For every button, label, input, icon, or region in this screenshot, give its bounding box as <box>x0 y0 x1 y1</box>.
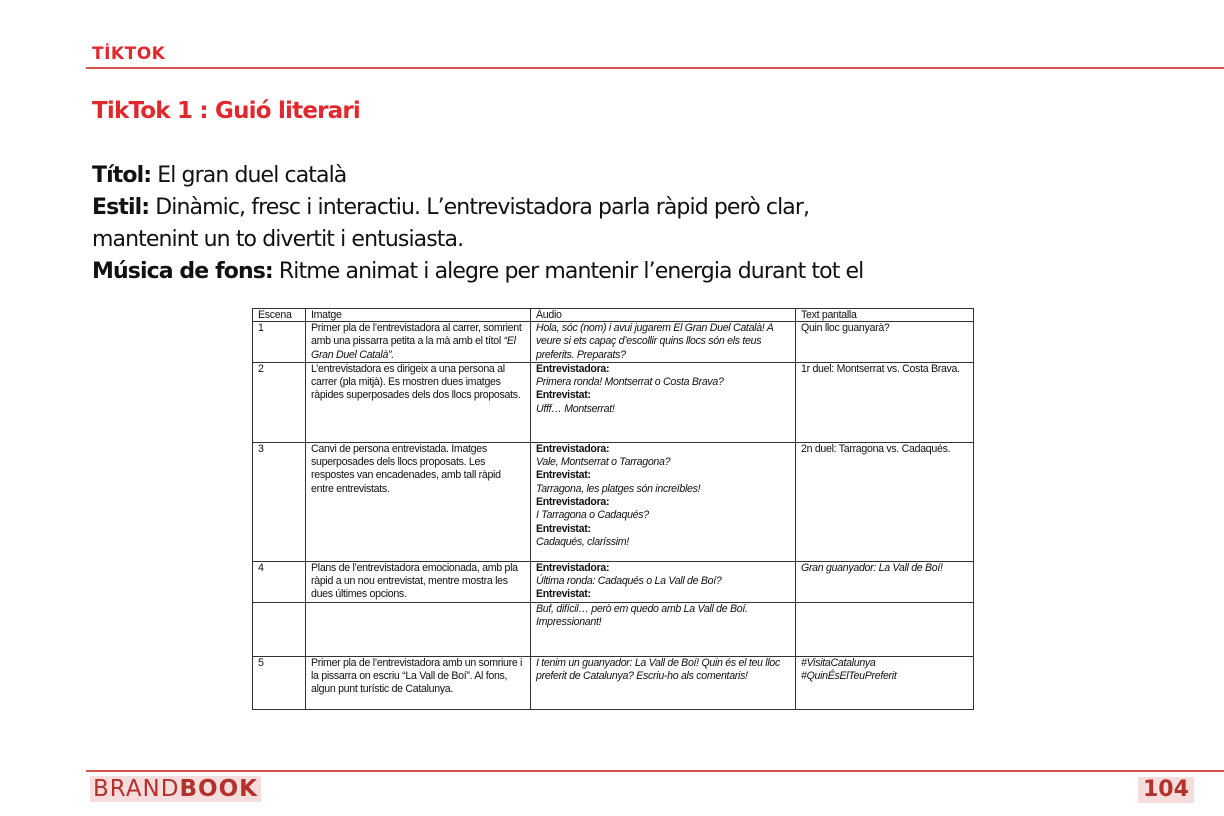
scene-number <box>253 602 306 656</box>
title-label: Títol: <box>92 163 152 188</box>
speaker-label: Entrevistat: <box>536 522 591 535</box>
screen-text-cell: 1r duel: Montserrat vs. Costa Brava. <box>796 362 974 442</box>
page-number: 104 <box>1138 777 1194 803</box>
audio-cell <box>531 561 796 602</box>
audio-cell <box>531 442 796 561</box>
title-value: El gran duel català <box>157 163 347 188</box>
column-header-image: Imatge <box>306 309 531 322</box>
speaker-label: Entrevistat: <box>536 588 591 601</box>
audio-cell <box>531 656 796 709</box>
audio-line: Primera ronda! Montserrat o Costa Brava? <box>536 376 724 389</box>
audio-cell <box>531 322 796 363</box>
style-line <box>92 192 1052 224</box>
audio-line: Buf, difícil… però em quedo amb La Vall de Boí. Impressionant! <box>536 602 748 629</box>
audio-line: Ufff… Montserrat! <box>536 402 615 415</box>
speaker-label: Entrevistat: <box>536 469 591 482</box>
footer-divider <box>86 770 1224 772</box>
table-row <box>253 656 974 709</box>
image-cell <box>306 322 531 363</box>
audio-cell <box>531 362 796 442</box>
scene-number: 4 <box>253 561 306 602</box>
image-cell: L’entrevistadora es dirigeix a una persona al carrer (pla mitjà). Es mostren dues imatges ràpides superposades dels dos llocs proposats. <box>306 362 531 442</box>
audio-line: Hola, sóc (nom) i avui jugarem El Gran Duel Català! A veure si ets capaç d’escollir quins llocs són els teus preferits. Preparats? <box>536 322 774 361</box>
screen-text-line: Gran guanyador: La Vall de Boí! <box>801 561 943 574</box>
hashtag: #QuinÉsElTeuPreferit <box>801 670 897 683</box>
header-divider <box>86 67 1224 69</box>
image-text-title: “El Gran Duel Català”. <box>311 335 516 361</box>
screen-text-cell: 2n duel: Tarragona vs. Cadaqués. <box>796 442 974 561</box>
script-metadata <box>92 160 1052 288</box>
column-header-screen-text: Text pantalla <box>796 309 974 322</box>
screen-text-cell: Quin lloc guanyarà? <box>796 322 974 363</box>
scene-number: 1 <box>253 322 306 363</box>
image-text: Primer pla de l’entrevistadora al carrer, somrient amb una pissarra petita a la mà amb el títol <box>311 322 522 348</box>
style-value: Dinàmic, fresc i interactiu. L’entrevistadora parla ràpid però clar, <box>155 195 810 220</box>
style-line-continued: mantenint un to divertit i entusiasta. <box>92 227 464 252</box>
audio-cell <box>531 602 796 656</box>
column-header-audio: Àudio <box>531 309 796 322</box>
book-word: BOOK <box>179 776 258 802</box>
audio-line: Cadaqués, claríssim! <box>536 535 629 548</box>
audio-line: I tenim un guanyador: La Vall de Boí! Quin és el teu lloc preferit de Catalunya? Escriu-ho als comentaris! <box>536 656 780 683</box>
brandbook-logo <box>90 776 261 802</box>
image-cell: Canvi de persona entrevistada. Imatges superposades dels llocs proposats. Les respostes van encadenades, amb tall ràpid entre entrevistats. <box>306 442 531 561</box>
table-header-row <box>253 309 974 322</box>
music-line <box>92 256 1052 288</box>
screen-text-cell <box>796 561 974 602</box>
table-row <box>253 561 974 602</box>
style-label: Estil: <box>92 195 150 220</box>
table-row <box>253 442 974 561</box>
table-row <box>253 602 974 656</box>
scene-number: 3 <box>253 442 306 561</box>
column-header-scene: Escena <box>253 309 306 322</box>
page-title: TikTok 1 : Guió literari <box>92 98 361 124</box>
audio-line: Vale, Montserrat o Tarragona? <box>536 456 671 469</box>
speaker-label: Entrevistadora: <box>536 362 610 375</box>
audio-line: Última ronda: Cadaqués o La Vall de Boí? <box>536 575 722 588</box>
speaker-label: Entrevistadora: <box>536 442 610 455</box>
table-row <box>253 362 974 442</box>
audio-line: Tarragona, les platges són increïbles! <box>536 482 701 495</box>
audio-line: I Tarragona o Cadaqués? <box>536 509 649 522</box>
scene-number: 2 <box>253 362 306 442</box>
hashtag: #VisitaCatalunya <box>801 656 876 669</box>
image-cell <box>306 602 531 656</box>
speaker-label: Entrevistat: <box>536 389 591 402</box>
speaker-label: Entrevistadora: <box>536 496 610 509</box>
music-label: Música de fons: <box>92 259 273 284</box>
music-value: Ritme animat i alegre per mantenir l’energia durant tot el <box>278 259 864 284</box>
script-table <box>252 308 974 710</box>
scene-number: 5 <box>253 656 306 709</box>
brand-word: BRAND <box>93 776 180 802</box>
image-cell: Plans de l’entrevistadora emocionada, amb pla ràpid a un nou entrevistat, mentre mostra les dues últimes opcions. <box>306 561 531 602</box>
section-label: TİKTOK <box>92 44 166 64</box>
screen-text-cell <box>796 602 974 656</box>
speaker-label: Entrevistadora: <box>536 561 610 574</box>
table-row <box>253 322 974 363</box>
screen-text-cell <box>796 656 974 709</box>
title-line <box>92 160 1052 192</box>
image-cell: Primer pla de l’entrevistadora amb un somriure i la pissarra on escriu “La Vall de Boí”. Al fons, algun punt turístic de Catalunya. <box>306 656 531 709</box>
